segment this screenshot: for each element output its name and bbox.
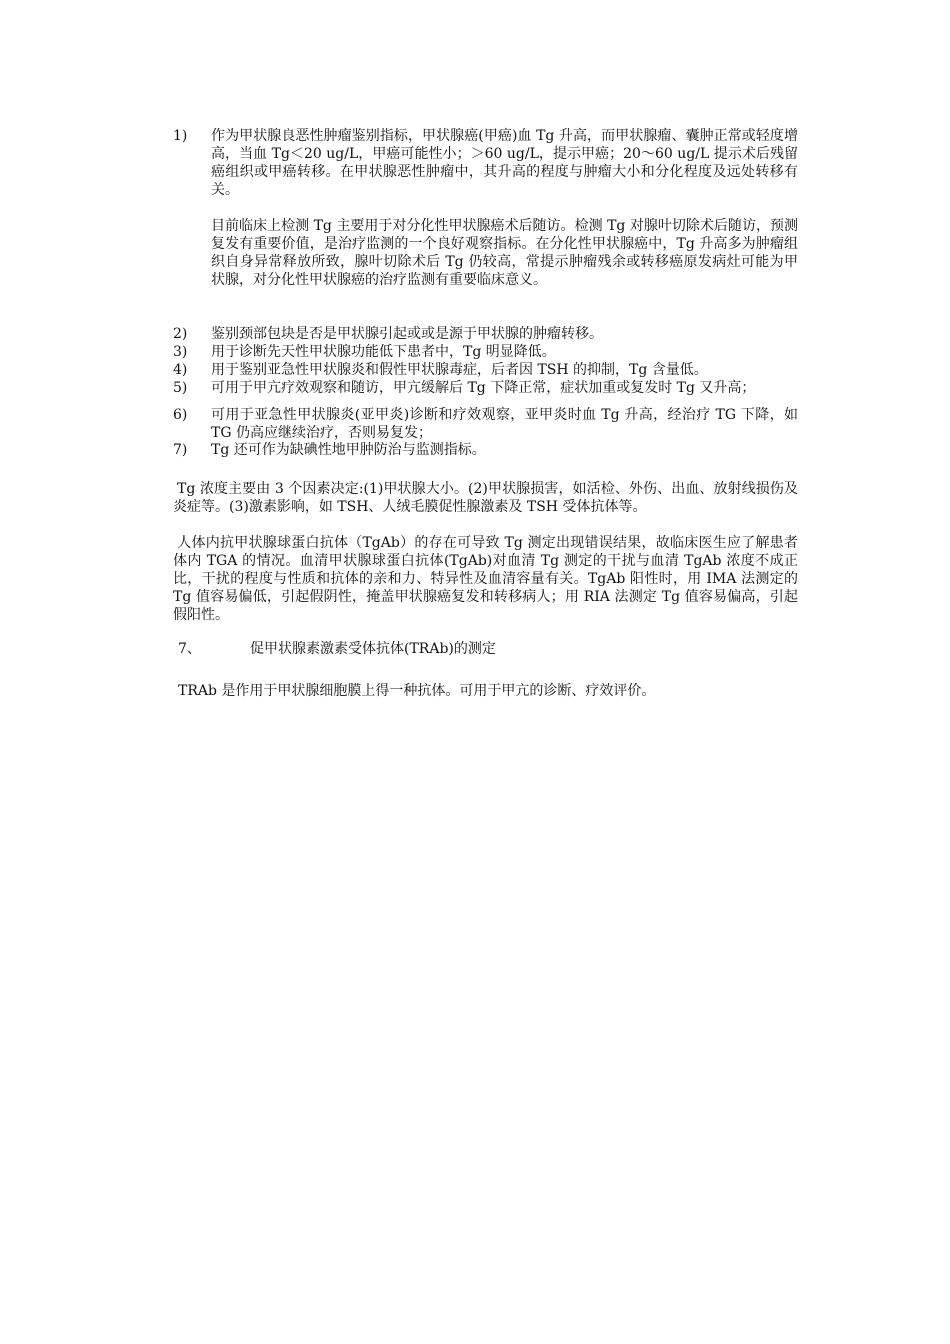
list-item-5 xyxy=(173,379,798,397)
list-number: 2) xyxy=(173,326,188,342)
list-text: Tg 还可作为缺碘性地甲肿防治与监测指标。 xyxy=(211,442,486,458)
list-text: 用于诊断先天性甲状腺功能低下患者中，Tg 明显降低。 xyxy=(211,344,556,360)
list-item-4 xyxy=(173,361,798,379)
list-number: 4) xyxy=(173,362,188,378)
item1-continuation-paragraph: 目前临床上检测 Tg 主要用于对分化性甲状腺癌术后随访。检测 Tg 对腺叶切除术后随访，预测复发有重要价值，是治疗监测的一个良好观察指标。在分化性甲状腺癌中，Tg 升高多为肿瘤组织自身异常释放所致，腺叶切除术后 Tg 仍较高，常提示肿瘤残余或转移癌原发病灶可能为甲状腺，对分化性甲状腺癌的治疗监测有重要临床意义。 xyxy=(211,218,798,288)
list-item-7 xyxy=(173,441,798,459)
list-text: 用于鉴别亚急性甲状腺炎和假性甲状腺毒症，后者因 TSH 的抑制，Tg 含量低。 xyxy=(211,362,708,378)
list-item-6 xyxy=(173,406,798,442)
list-number: 5) xyxy=(173,380,188,396)
paragraph-tg-factors: Tg 浓度主要由 3 个因素决定:(1)甲状腺大小。(2)甲状腺损害，如活检、外伤、出血、放射线损伤及炎症等。(3)激素影响，如 TSH、人绒毛膜促性腺激素及 TSH 受体抗体等。 xyxy=(173,481,798,515)
section-number: 7、 xyxy=(178,641,201,657)
list-text: 可用于亚急性甲状腺炎(亚甲炎)诊断和疗效观察，亚甲炎时血 Tg 升高，经治疗 TG 下降，如 TG 仍高应继续治疗，否则易复发； xyxy=(211,407,798,441)
list-number: 6) xyxy=(173,407,188,423)
list-number: 3) xyxy=(173,344,188,360)
section-title: 促甲状腺素激素受体抗体(TRAb)的测定 xyxy=(250,641,496,657)
list-text: 作为甲状腺良恶性肿瘤鉴别指标，甲状腺癌(甲癌)血 Tg 升高，而甲状腺瘤、囊肿正常或轻度增高，当血 Tg＜20 ug/L，甲癌可能性小；＞60 ug/L，提示甲癌；20～60 ug/L 提示术后残留癌组织或甲癌转移。在甲状腺恶性肿瘤中，其升高的程度与肿瘤大小和分化程度及远处转移有关。 xyxy=(211,128,798,198)
paragraph-tgab-text: 人体内抗甲状腺球蛋白抗体（TgAb）的存在可导致 Tg 测定出现错误结果，故临床医生应了解患者体内 TGA 的情况。血清甲状腺球蛋白抗体(TgAb)对血清 Tg 测定的干扰与血清 TgAb 浓度不成正比，干扰的程度与性质和抗体的亲和力、特异性及血清容量有关。TgAb 阳性时，用 IMA 法测定的 Tg 值容易偏低，引起假阴性，掩盖甲状腺癌复发和转移病人；用 RIA 法测定 Tg 值容易偏高，引起假阳性。 xyxy=(173,535,798,623)
list-item-3 xyxy=(173,343,798,361)
list-item-1 xyxy=(173,127,798,199)
list-number: 7) xyxy=(173,442,188,458)
section-heading-7 xyxy=(178,640,496,658)
list-text: 鉴别颈部包块是否是甲状腺引起或或是源于甲状腺的肿瘤转移。 xyxy=(211,326,603,342)
list-text: 可用于甲亢疗效观察和随访，甲亢缓解后 Tg 下降正常，症状加重或复发时 Tg 又升高； xyxy=(211,380,756,396)
paragraph-trab: TRAb 是作用于甲状腺细胞膜上得一种抗体。可用于甲亢的诊断、疗效评价。 xyxy=(178,683,656,699)
list-item-2 xyxy=(173,325,798,343)
list-number: 1) xyxy=(173,128,188,144)
paragraph-tgab xyxy=(173,534,798,624)
